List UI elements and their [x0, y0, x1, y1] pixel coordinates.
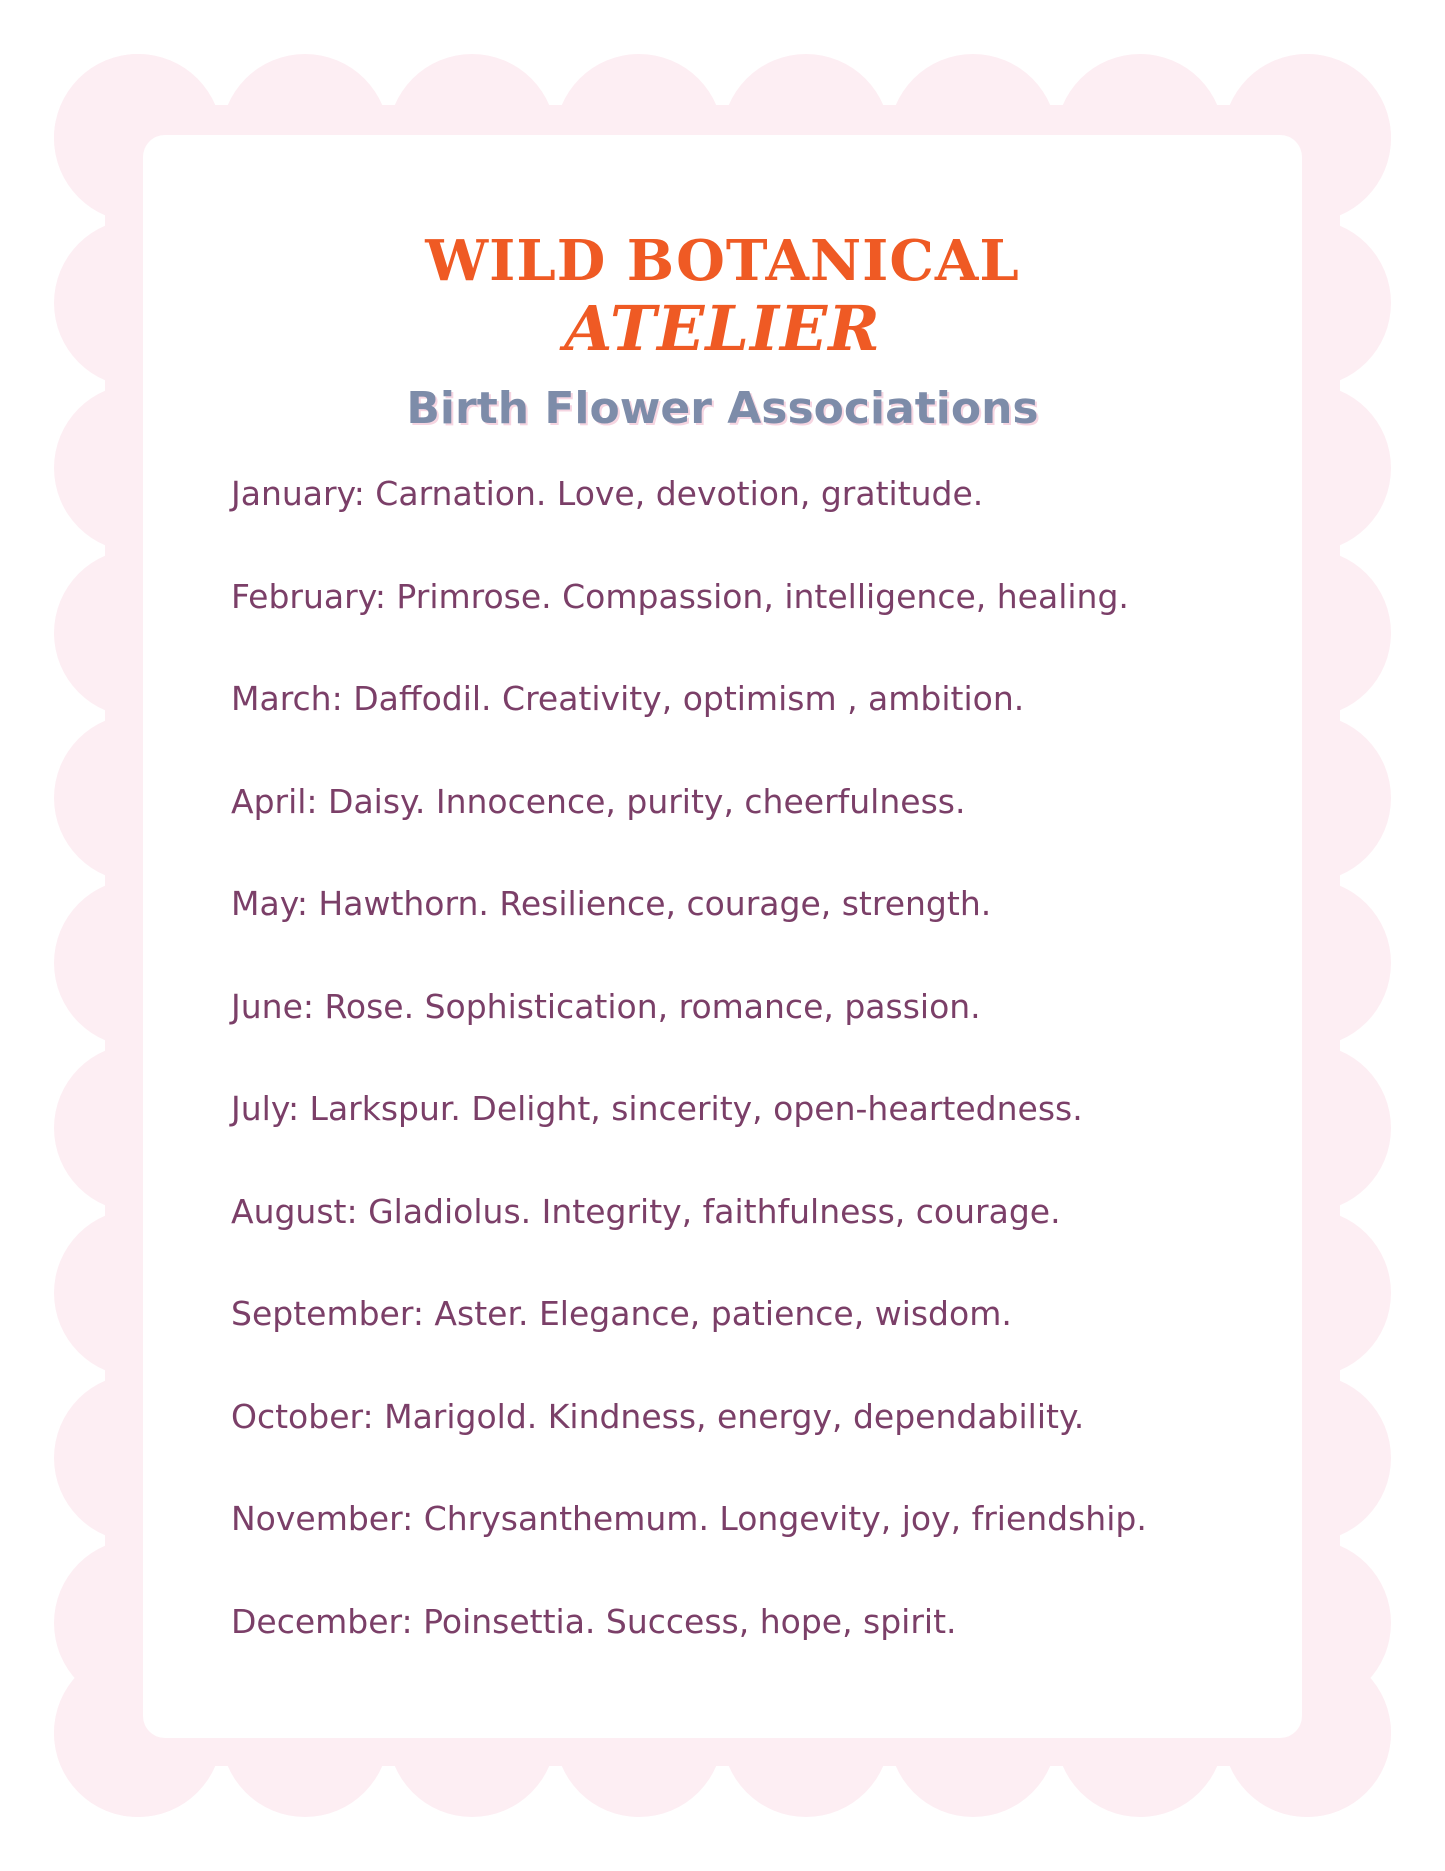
list-item-december: December: Poinsettia. Success, hope, spirit.	[231, 1601, 957, 1641]
list-item-may: May: Hawthorn. Resilience, courage, strength.	[231, 884, 992, 923]
list-item-march: March: Daffodil. Creativity, optimism , ambition.	[231, 679, 1025, 718]
brand-logo-line-2: ATELIER	[564, 292, 881, 365]
page-title: Birth Flower Associations	[406, 383, 1039, 434]
list-item-june: June: Rose. Sophistication, romance, passion.	[231, 986, 981, 1026]
list-item-april: April: Daisy. Innocence, purity, cheerfulness.	[231, 781, 966, 821]
list-item-february: February: Primrose. Compassion, intelligence, healing.	[231, 576, 1129, 616]
list-item-july: July: Larkspur. Delight, sincerity, open-heartedness.	[231, 1089, 1083, 1128]
content-card	[143, 135, 1302, 1738]
list-item-november: November: Chrysanthemum. Longevity, joy, friendship.	[231, 1499, 1147, 1538]
list-item-august: August: Gladiolus. Integrity, faithfulness, courage.	[231, 1191, 1061, 1231]
list-item-october: October: Marigold. Kindness, energy, dependability.	[231, 1396, 1085, 1436]
brand-logo-line-1: WILD BOTANICAL	[425, 228, 1020, 294]
birth-flower-list	[231, 468, 1147, 1698]
list-item-september: September: Aster. Elegance, patience, wisdom.	[231, 1294, 1012, 1333]
list-item-january: January: Carnation. Love, devotion, gratitude.	[231, 474, 984, 513]
